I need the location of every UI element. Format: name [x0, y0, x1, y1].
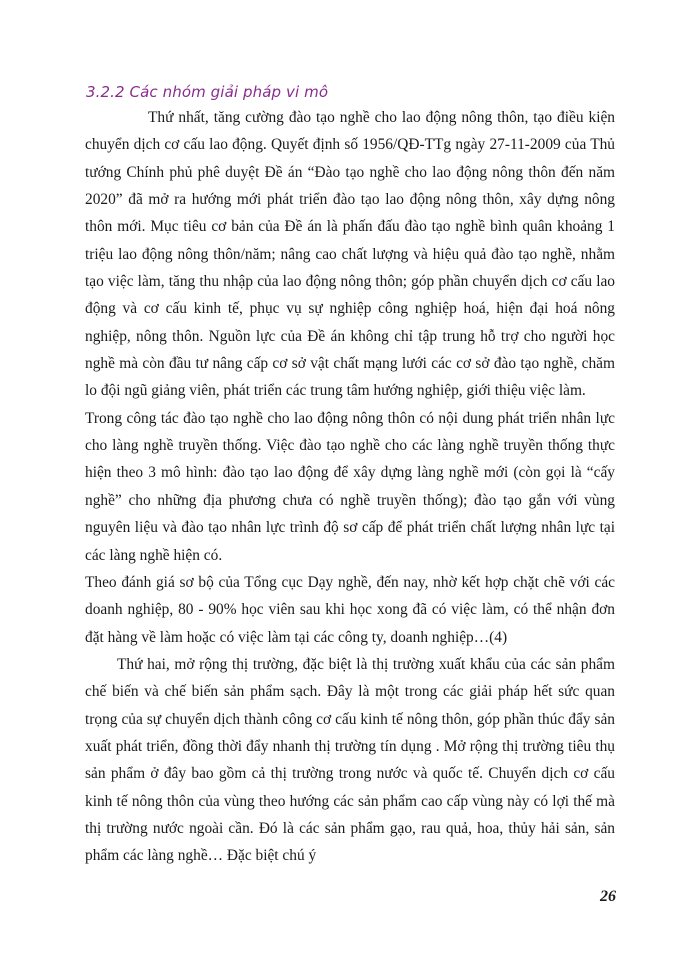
page-number: 26	[600, 888, 616, 905]
body-text	[85, 104, 615, 870]
section-heading: 3.2.2 Các nhóm giải pháp vi mô	[86, 83, 329, 101]
paragraph-3: Theo đánh giá sơ bộ của Tổng cục Dạy nghề, đến nay, nhờ kết hợp chặt chẽ với các doanh nghiệp, 80 - 90% học viên sau khi học xong đã có việc làm, có thể nhận đơn đặt hàng về làm hoặc có việc làm tại các công ty, doanh nghiệp…(4)	[85, 573, 615, 646]
paragraph-2: Trong công tác đào tạo nghề cho lao động nông thôn có nội dung phát triển nhân lực cho làng nghề truyền thống. Việc đào tạo nghề cho các làng nghề truyền thống thực hiện theo 3 mô hình: đào tạo lao động để xây dựng làng nghề mới (còn gọi là “cấy nghề” cho những địa phương chưa có nghề truyền thống); đào tạo gắn với vùng nguyên liệu và đào tạo nhân lực trình độ sơ cấp để phát triển chất lượng nhân lực tại các làng nghề hiện có.	[85, 409, 615, 564]
paragraph-4: Thứ hai, mở rộng thị trường, đặc biệt là thị trường xuất khẩu của các sản phẩm chế biến và chế biến sản phẩm sạch. Đây là một trong các giải pháp hết sức quan trọng của sự chuyển dịch thành công cơ cấu kinh tế nông thôn, góp phần thúc đẩy sản xuất phát triển, đồng thời đẩy nhanh thị trường tín dụng . Mở rộng thị trường tiêu thụ sản phẩm ở đây bao gồm cả thị trường trong nước và quốc tế. Chuyển dịch cơ cấu kinh tế nông thôn của vùng theo hướng các sản phẩm cao cấp vùng này có lợi thế mà thị trường nước ngoài cần. Đó là các sản phẩm gạo, rau quả, hoa, thủy hải sản, sản phẩm các làng nghề… Đặc biệt chú ý	[85, 655, 615, 865]
paragraph-1: Thứ nhất, tăng cường đào tạo nghề cho lao động nông thôn, tạo điều kiện chuyển dịch cơ cấu lao động. Quyết định số 1956/QĐ-TTg ngày 27-11-2009 của Thủ tướng Chính phủ phê duyệt Đề án “Đào tạo nghề cho lao động nông thôn đến năm 2020” đã mở ra hướng mới phát triển đào tạo lao động nông thôn, xây dựng nông thôn mới. Mục tiêu cơ bản của Đề án là phấn đấu đào tạo nghề bình quân khoảng 1 triệu lao động nông thôn/năm; nâng cao chất lượng và hiệu quả đào tạo nghề, nhằm tạo việc làm, tăng thu nhập của lao động nông thôn; góp phần chuyển dịch cơ cấu lao động và cơ cấu kinh tế, phục vụ sự nghiệp công nghiệp hoá, hiện đại hoá nông nghiệp, nông thôn. Nguồn lực của Đề án không chỉ tập trung hỗ trợ cho người học nghề mà còn đầu tư nâng cấp cơ sở vật chất mạng lưới các cơ sở đào tạo nghề, chăm lo đội ngũ giảng viên, phát triển các trung tâm hướng nghiệp, giới thiệu việc làm.	[85, 109, 615, 400]
